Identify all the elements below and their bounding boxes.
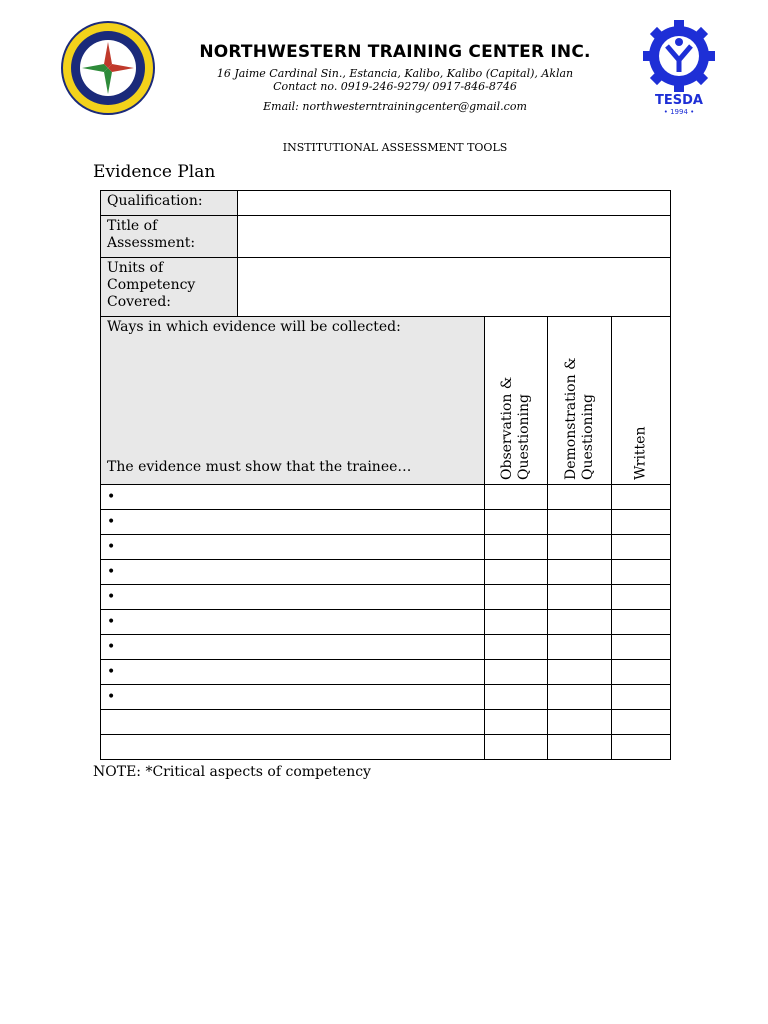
check-cell[interactable] xyxy=(612,735,671,760)
evidence-row xyxy=(101,485,671,510)
evidence-row xyxy=(101,710,671,735)
evidence-plan-table xyxy=(100,190,671,760)
evidence-row xyxy=(101,535,671,560)
evidence-item[interactable]: • xyxy=(101,685,485,710)
email-line: Email: northwesterntrainingcenter@gmail.com xyxy=(263,100,527,113)
title-of-assessment-field[interactable] xyxy=(238,216,671,258)
evidence-row xyxy=(101,610,671,635)
check-cell[interactable] xyxy=(485,660,548,685)
check-cell[interactable] xyxy=(485,585,548,610)
method-observation-header: Observation & Questioning xyxy=(485,317,548,485)
evidence-item[interactable] xyxy=(101,735,485,760)
check-cell[interactable] xyxy=(548,535,612,560)
evidence-item[interactable]: • xyxy=(101,585,485,610)
units-of-competency-field[interactable] xyxy=(238,258,671,317)
check-cell[interactable] xyxy=(612,560,671,585)
evidence-item[interactable]: • xyxy=(101,485,485,510)
qualification-label: Qualification: xyxy=(101,191,238,216)
check-cell[interactable] xyxy=(548,485,612,510)
document-title: INSTITUTIONAL ASSESSMENT TOOLS xyxy=(282,141,508,154)
svg-text:TESDA: TESDA xyxy=(655,93,703,108)
address-line: 16 Jaime Cardinal Sin., Estancia, Kalibo, Kalibo (Capital), Aklan xyxy=(216,67,574,80)
check-cell[interactable] xyxy=(485,485,548,510)
note-text: NOTE: *Critical aspects of competency xyxy=(93,764,371,780)
check-cell[interactable] xyxy=(548,585,612,610)
northwestern-logo xyxy=(60,20,156,116)
evidence-item[interactable]: • xyxy=(101,635,485,660)
check-cell[interactable] xyxy=(612,585,671,610)
organization-name: NORTHWESTERN TRAINING CENTER INC. xyxy=(199,42,591,62)
method-written-header: Written xyxy=(612,317,671,485)
evidence-row xyxy=(101,735,671,760)
check-cell[interactable] xyxy=(548,660,612,685)
check-cell[interactable] xyxy=(485,610,548,635)
evidence-row xyxy=(101,510,671,535)
evidence-item[interactable] xyxy=(101,710,485,735)
check-cell[interactable] xyxy=(485,535,548,560)
check-cell[interactable] xyxy=(485,635,548,660)
check-cell[interactable] xyxy=(612,610,671,635)
check-cell[interactable] xyxy=(548,610,612,635)
check-cell[interactable] xyxy=(612,660,671,685)
check-cell[interactable] xyxy=(548,560,612,585)
check-cell[interactable] xyxy=(548,635,612,660)
svg-text:• 1994 •: • 1994 • xyxy=(663,108,695,116)
check-cell[interactable] xyxy=(612,635,671,660)
evidence-row xyxy=(101,660,671,685)
check-cell[interactable] xyxy=(485,685,548,710)
ways-header-cell xyxy=(101,317,485,485)
check-cell[interactable] xyxy=(485,735,548,760)
check-cell[interactable] xyxy=(612,535,671,560)
check-cell[interactable] xyxy=(612,685,671,710)
check-cell[interactable] xyxy=(485,560,548,585)
tesda-logo xyxy=(634,20,724,116)
units-of-competency-label: Units of Competency Covered: xyxy=(101,258,238,317)
evidence-item[interactable]: • xyxy=(101,510,485,535)
qualification-field[interactable] xyxy=(238,191,671,216)
title-of-assessment-label: Title of Assessment: xyxy=(101,216,238,258)
evidence-row xyxy=(101,585,671,610)
evidence-row xyxy=(101,560,671,585)
section-title: Evidence Plan xyxy=(93,162,216,182)
check-cell[interactable] xyxy=(548,685,612,710)
evidence-row xyxy=(101,635,671,660)
contact-line: Contact no. 0919-246-9279/ 0917-846-8746 xyxy=(273,80,517,93)
evidence-item[interactable]: • xyxy=(101,535,485,560)
evidence-row xyxy=(101,685,671,710)
evidence-item[interactable]: • xyxy=(101,660,485,685)
check-cell[interactable] xyxy=(485,710,548,735)
evidence-item[interactable]: • xyxy=(101,610,485,635)
check-cell[interactable] xyxy=(548,710,612,735)
check-cell[interactable] xyxy=(612,510,671,535)
method-demonstration-header: Demonstration & Questioning xyxy=(548,317,612,485)
evidence-label: The evidence must show that the trainee… xyxy=(107,459,412,475)
check-cell[interactable] xyxy=(612,485,671,510)
ways-label: Ways in which evidence will be collected: xyxy=(107,319,401,335)
check-cell[interactable] xyxy=(548,510,612,535)
check-cell[interactable] xyxy=(612,710,671,735)
check-cell[interactable] xyxy=(548,735,612,760)
check-cell[interactable] xyxy=(485,510,548,535)
evidence-item[interactable]: • xyxy=(101,560,485,585)
